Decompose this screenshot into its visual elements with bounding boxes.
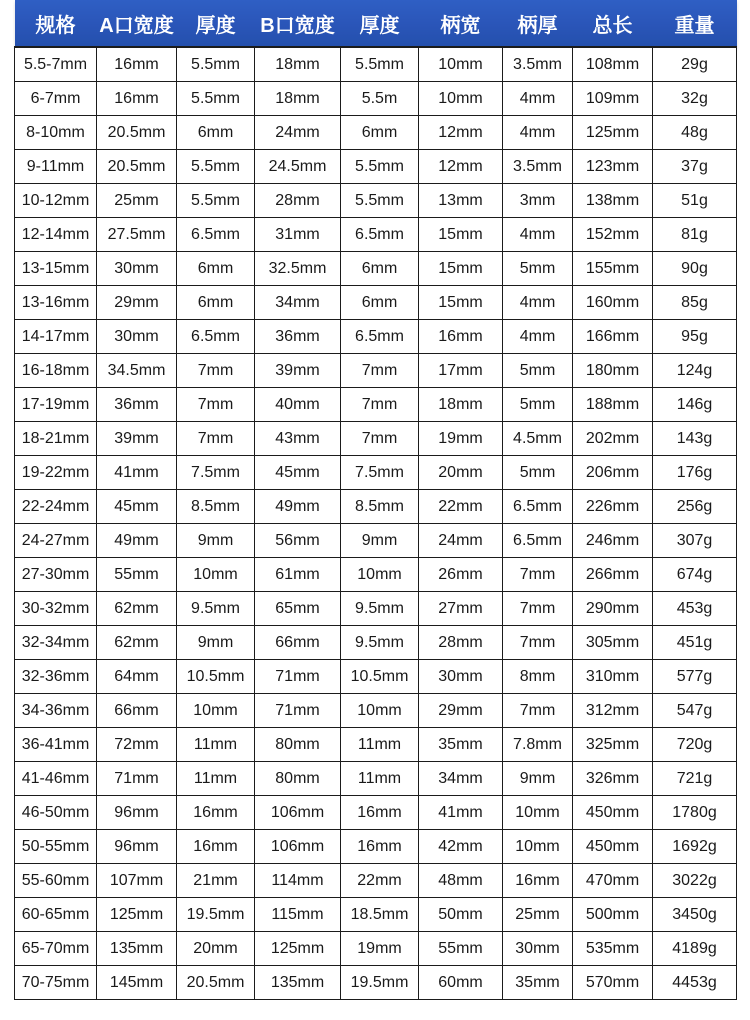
table-cell: 18mm [255, 82, 341, 116]
table-cell: 326mm [573, 762, 653, 796]
table-cell: 32.5mm [255, 252, 341, 286]
table-cell: 10.5mm [177, 660, 255, 694]
table-cell: 5.5mm [341, 184, 419, 218]
table-cell: 138mm [573, 184, 653, 218]
table-cell: 71mm [97, 762, 177, 796]
table-cell: 19mm [341, 932, 419, 966]
table-cell: 5.5m [341, 82, 419, 116]
table-cell: 32g [653, 82, 737, 116]
table-cell: 46-50mm [15, 796, 97, 830]
table-cell: 24mm [419, 524, 503, 558]
table-row [15, 524, 737, 558]
table-cell: 7mm [341, 354, 419, 388]
table-cell: 10mm [419, 82, 503, 116]
table-cell: 28mm [419, 626, 503, 660]
column-header-handle-thickness: 柄厚 [503, 0, 573, 47]
table-cell: 66mm [255, 626, 341, 660]
table-cell: 266mm [573, 558, 653, 592]
table-cell: 18.5mm [341, 898, 419, 932]
table-row [15, 354, 737, 388]
table-cell: 17mm [419, 354, 503, 388]
table-cell: 1780g [653, 796, 737, 830]
table-row [15, 286, 737, 320]
table-cell: 62mm [97, 592, 177, 626]
table-cell: 7mm [503, 558, 573, 592]
table-cell: 7mm [177, 354, 255, 388]
table-cell: 5.5mm [177, 82, 255, 116]
table-cell: 7.8mm [503, 728, 573, 762]
table-cell: 11mm [341, 728, 419, 762]
table-cell: 36mm [97, 388, 177, 422]
table-row [15, 932, 737, 966]
table-cell: 206mm [573, 456, 653, 490]
table-cell: 10-12mm [15, 184, 97, 218]
table-cell: 720g [653, 728, 737, 762]
table-cell: 453g [653, 592, 737, 626]
table-cell: 4189g [653, 932, 737, 966]
table-cell: 6.5mm [341, 218, 419, 252]
table-cell: 10mm [177, 558, 255, 592]
table-cell: 71mm [255, 694, 341, 728]
table-cell: 9.5mm [341, 592, 419, 626]
table-cell: 27.5mm [97, 218, 177, 252]
table-cell: 307g [653, 524, 737, 558]
table-cell: 114mm [255, 864, 341, 898]
table-cell: 90g [653, 252, 737, 286]
table-cell: 135mm [97, 932, 177, 966]
table-cell: 123mm [573, 150, 653, 184]
table-cell: 19.5mm [177, 898, 255, 932]
table-cell: 60-65mm [15, 898, 97, 932]
table-cell: 6.5mm [341, 320, 419, 354]
table-cell: 6mm [177, 286, 255, 320]
table-cell: 30mm [97, 252, 177, 286]
table-cell: 22-24mm [15, 490, 97, 524]
table-cell: 16-18mm [15, 354, 97, 388]
table-cell: 15mm [419, 218, 503, 252]
table-cell: 7mm [177, 422, 255, 456]
table-cell: 25mm [503, 898, 573, 932]
table-cell: 256g [653, 490, 737, 524]
table-cell: 28mm [255, 184, 341, 218]
table-cell: 577g [653, 660, 737, 694]
table-cell: 180mm [573, 354, 653, 388]
column-header-weight: 重量 [653, 0, 737, 47]
table-cell: 32-34mm [15, 626, 97, 660]
table-cell: 20mm [419, 456, 503, 490]
table-cell: 290mm [573, 592, 653, 626]
table-cell: 35mm [419, 728, 503, 762]
table-cell: 451g [653, 626, 737, 660]
table-cell: 450mm [573, 830, 653, 864]
table-cell: 4mm [503, 218, 573, 252]
table-cell: 10mm [341, 694, 419, 728]
table-cell: 48mm [419, 864, 503, 898]
table-cell: 35mm [503, 966, 573, 1000]
table-cell: 5mm [503, 456, 573, 490]
table-cell: 30mm [97, 320, 177, 354]
table-cell: 10.5mm [341, 660, 419, 694]
table-cell: 48g [653, 116, 737, 150]
table-cell: 5.5mm [341, 47, 419, 82]
table-row [15, 728, 737, 762]
table-cell: 6.5mm [177, 218, 255, 252]
table-header [15, 0, 737, 47]
table-cell: 11mm [177, 762, 255, 796]
table-cell: 15mm [419, 252, 503, 286]
table-cell: 20mm [177, 932, 255, 966]
table-row [15, 694, 737, 728]
table-cell: 19mm [419, 422, 503, 456]
table-cell: 41mm [97, 456, 177, 490]
table-cell: 143g [653, 422, 737, 456]
table-cell: 45mm [255, 456, 341, 490]
table-cell: 5.5mm [341, 150, 419, 184]
table-cell: 34.5mm [97, 354, 177, 388]
table-row [15, 252, 737, 286]
table-cell: 9mm [503, 762, 573, 796]
table-cell: 5.5mm [177, 184, 255, 218]
table-cell: 49mm [97, 524, 177, 558]
table-cell: 6-7mm [15, 82, 97, 116]
table-row [15, 830, 737, 864]
table-cell: 27-30mm [15, 558, 97, 592]
table-cell: 1692g [653, 830, 737, 864]
table-cell: 61mm [255, 558, 341, 592]
table-row [15, 116, 737, 150]
column-header-b-thickness: 厚度 [341, 0, 419, 47]
table-row [15, 490, 737, 524]
table-cell: 3022g [653, 864, 737, 898]
table-cell: 3.5mm [503, 47, 573, 82]
table-cell: 25mm [97, 184, 177, 218]
table-cell: 42mm [419, 830, 503, 864]
table-cell: 7.5mm [341, 456, 419, 490]
table-cell: 115mm [255, 898, 341, 932]
table-cell: 6mm [341, 252, 419, 286]
table-cell: 80mm [255, 728, 341, 762]
table-cell: 30mm [419, 660, 503, 694]
table-cell: 72mm [97, 728, 177, 762]
table-cell: 500mm [573, 898, 653, 932]
table-cell: 56mm [255, 524, 341, 558]
table-cell: 9-11mm [15, 150, 97, 184]
table-cell: 5.5-7mm [15, 47, 97, 82]
table-cell: 106mm [255, 830, 341, 864]
table-cell: 11mm [341, 762, 419, 796]
table-cell: 125mm [97, 898, 177, 932]
table-cell: 34mm [419, 762, 503, 796]
table-cell: 152mm [573, 218, 653, 252]
table-row [15, 150, 737, 184]
table-cell: 3mm [503, 184, 573, 218]
table-cell: 160mm [573, 286, 653, 320]
table-cell: 5mm [503, 354, 573, 388]
table-cell: 22mm [341, 864, 419, 898]
column-header-handle-width: 柄宽 [419, 0, 503, 47]
table-row [15, 898, 737, 932]
table-row [15, 82, 737, 116]
table-cell: 188mm [573, 388, 653, 422]
table-cell: 8.5mm [177, 490, 255, 524]
table-cell: 6mm [341, 116, 419, 150]
table-cell: 7mm [341, 388, 419, 422]
table-cell: 10mm [419, 47, 503, 82]
table-cell: 4mm [503, 116, 573, 150]
table-cell: 19.5mm [341, 966, 419, 1000]
table-cell: 50-55mm [15, 830, 97, 864]
table-cell: 4mm [503, 286, 573, 320]
table-cell: 27mm [419, 592, 503, 626]
table-row [15, 422, 737, 456]
table-cell: 18mm [255, 47, 341, 82]
table-row [15, 966, 737, 1000]
table-cell: 12mm [419, 150, 503, 184]
table-cell: 310mm [573, 660, 653, 694]
table-cell: 3450g [653, 898, 737, 932]
table-row [15, 218, 737, 252]
table-cell: 29g [653, 47, 737, 82]
table-cell: 10mm [503, 796, 573, 830]
table-cell: 96mm [97, 830, 177, 864]
table-cell: 5.5mm [177, 150, 255, 184]
table-cell: 24mm [255, 116, 341, 150]
table-cell: 146g [653, 388, 737, 422]
table-cell: 135mm [255, 966, 341, 1000]
spec-table-container [14, 0, 736, 1000]
table-cell: 29mm [97, 286, 177, 320]
table-cell: 14-17mm [15, 320, 97, 354]
header-row [15, 0, 737, 47]
table-cell: 16mm [177, 796, 255, 830]
table-cell: 3.5mm [503, 150, 573, 184]
table-cell: 7mm [177, 388, 255, 422]
table-cell: 60mm [419, 966, 503, 1000]
table-cell: 312mm [573, 694, 653, 728]
table-cell: 16mm [97, 82, 177, 116]
table-cell: 4mm [503, 320, 573, 354]
table-cell: 7.5mm [177, 456, 255, 490]
table-cell: 107mm [97, 864, 177, 898]
table-cell: 6.5mm [503, 524, 573, 558]
table-cell: 13-15mm [15, 252, 97, 286]
table-cell: 10mm [503, 830, 573, 864]
table-cell: 65-70mm [15, 932, 97, 966]
column-header-total-length: 总长 [573, 0, 653, 47]
table-cell: 305mm [573, 626, 653, 660]
table-cell: 41mm [419, 796, 503, 830]
table-cell: 9mm [341, 524, 419, 558]
table-row [15, 456, 737, 490]
table-cell: 16mm [341, 830, 419, 864]
table-cell: 6mm [177, 116, 255, 150]
table-cell: 45mm [97, 490, 177, 524]
table-cell: 166mm [573, 320, 653, 354]
table-cell: 246mm [573, 524, 653, 558]
table-cell: 34-36mm [15, 694, 97, 728]
table-cell: 24.5mm [255, 150, 341, 184]
table-cell: 65mm [255, 592, 341, 626]
table-body [15, 47, 737, 1000]
table-cell: 85g [653, 286, 737, 320]
table-row [15, 626, 737, 660]
table-cell: 64mm [97, 660, 177, 694]
table-cell: 81g [653, 218, 737, 252]
table-cell: 7mm [503, 694, 573, 728]
table-cell: 13-16mm [15, 286, 97, 320]
table-cell: 50mm [419, 898, 503, 932]
table-cell: 26mm [419, 558, 503, 592]
table-row [15, 864, 737, 898]
table-cell: 155mm [573, 252, 653, 286]
table-cell: 16mm [341, 796, 419, 830]
table-cell: 21mm [177, 864, 255, 898]
column-header-b-width: B口宽度 [255, 0, 341, 47]
table-cell: 16mm [177, 830, 255, 864]
table-cell: 570mm [573, 966, 653, 1000]
table-cell: 124g [653, 354, 737, 388]
table-cell: 8-10mm [15, 116, 97, 150]
column-header-a-thickness: 厚度 [177, 0, 255, 47]
spec-table [14, 0, 737, 1000]
table-cell: 202mm [573, 422, 653, 456]
table-cell: 15mm [419, 286, 503, 320]
table-cell: 547g [653, 694, 737, 728]
table-cell: 95g [653, 320, 737, 354]
table-cell: 125mm [255, 932, 341, 966]
table-cell: 66mm [97, 694, 177, 728]
table-cell: 470mm [573, 864, 653, 898]
table-cell: 96mm [97, 796, 177, 830]
table-cell: 51g [653, 184, 737, 218]
table-cell: 18-21mm [15, 422, 97, 456]
table-cell: 55-60mm [15, 864, 97, 898]
table-row [15, 796, 737, 830]
table-cell: 10mm [341, 558, 419, 592]
table-cell: 674g [653, 558, 737, 592]
table-cell: 109mm [573, 82, 653, 116]
table-cell: 70-75mm [15, 966, 97, 1000]
table-cell: 16mm [419, 320, 503, 354]
table-cell: 721g [653, 762, 737, 796]
column-header-spec: 规格 [15, 0, 97, 47]
table-cell: 12mm [419, 116, 503, 150]
table-cell: 450mm [573, 796, 653, 830]
table-cell: 4mm [503, 82, 573, 116]
table-cell: 20.5mm [177, 966, 255, 1000]
table-cell: 20.5mm [97, 150, 177, 184]
table-cell: 16mm [503, 864, 573, 898]
table-cell: 36-41mm [15, 728, 97, 762]
table-row [15, 388, 737, 422]
table-cell: 37g [653, 150, 737, 184]
table-cell: 9.5mm [177, 592, 255, 626]
table-cell: 7mm [341, 422, 419, 456]
table-cell: 55mm [97, 558, 177, 592]
table-cell: 19-22mm [15, 456, 97, 490]
table-cell: 5mm [503, 388, 573, 422]
table-cell: 6.5mm [177, 320, 255, 354]
table-cell: 7mm [503, 592, 573, 626]
table-cell: 16mm [97, 47, 177, 82]
table-cell: 36mm [255, 320, 341, 354]
table-cell: 30mm [503, 932, 573, 966]
table-cell: 145mm [97, 966, 177, 1000]
table-cell: 108mm [573, 47, 653, 82]
table-cell: 20.5mm [97, 116, 177, 150]
table-cell: 8.5mm [341, 490, 419, 524]
table-cell: 29mm [419, 694, 503, 728]
table-cell: 49mm [255, 490, 341, 524]
table-row [15, 592, 737, 626]
table-cell: 9mm [177, 626, 255, 660]
table-row [15, 320, 737, 354]
table-cell: 18mm [419, 388, 503, 422]
table-cell: 4453g [653, 966, 737, 1000]
table-cell: 12-14mm [15, 218, 97, 252]
table-cell: 13mm [419, 184, 503, 218]
table-cell: 11mm [177, 728, 255, 762]
table-cell: 4.5mm [503, 422, 573, 456]
table-cell: 9.5mm [341, 626, 419, 660]
table-cell: 17-19mm [15, 388, 97, 422]
table-cell: 5mm [503, 252, 573, 286]
table-cell: 31mm [255, 218, 341, 252]
table-cell: 106mm [255, 796, 341, 830]
table-cell: 6.5mm [503, 490, 573, 524]
table-cell: 80mm [255, 762, 341, 796]
column-header-a-width: A口宽度 [97, 0, 177, 47]
table-cell: 325mm [573, 728, 653, 762]
table-cell: 125mm [573, 116, 653, 150]
table-cell: 6mm [341, 286, 419, 320]
table-row [15, 762, 737, 796]
table-cell: 62mm [97, 626, 177, 660]
table-row [15, 184, 737, 218]
table-cell: 226mm [573, 490, 653, 524]
table-cell: 6mm [177, 252, 255, 286]
table-cell: 5.5mm [177, 47, 255, 82]
table-cell: 176g [653, 456, 737, 490]
table-cell: 24-27mm [15, 524, 97, 558]
table-cell: 34mm [255, 286, 341, 320]
table-cell: 10mm [177, 694, 255, 728]
table-row [15, 660, 737, 694]
table-cell: 7mm [503, 626, 573, 660]
table-cell: 43mm [255, 422, 341, 456]
table-cell: 22mm [419, 490, 503, 524]
table-cell: 30-32mm [15, 592, 97, 626]
table-row [15, 47, 737, 82]
table-cell: 39mm [97, 422, 177, 456]
table-cell: 535mm [573, 932, 653, 966]
table-cell: 32-36mm [15, 660, 97, 694]
table-cell: 71mm [255, 660, 341, 694]
table-cell: 40mm [255, 388, 341, 422]
table-cell: 55mm [419, 932, 503, 966]
table-cell: 8mm [503, 660, 573, 694]
table-row [15, 558, 737, 592]
table-cell: 41-46mm [15, 762, 97, 796]
table-cell: 9mm [177, 524, 255, 558]
table-cell: 39mm [255, 354, 341, 388]
